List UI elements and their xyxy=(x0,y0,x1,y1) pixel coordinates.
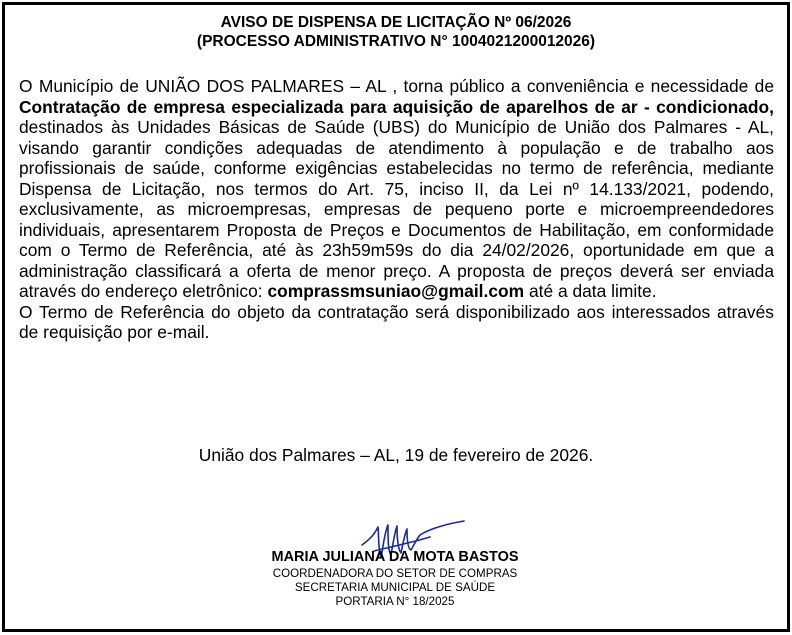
signatory-name: MARIA JULIANA DA MOTA BASTOS xyxy=(271,549,519,565)
paragraph-terms: O Termo de Referência do objeto da contratação será disponibilizado aos interessados através de requisição por e-mail. xyxy=(19,301,774,342)
contract-object: Contratação de empresa especializada para aquisição de aparelhos de ar - condicionado, xyxy=(19,96,774,117)
signatory-ordinance: PORTARIA N° 18/2025 xyxy=(335,595,455,608)
signatory-department: SECRETARIA MUNICIPAL DE SAÚDE xyxy=(294,581,496,594)
paragraph-end: até a data limite. xyxy=(524,281,657,301)
notice-body xyxy=(19,76,774,343)
notice-subtitle: (PROCESSO ADMINISTRATIVO N° 1004021200012026) xyxy=(196,33,596,50)
paragraph-main xyxy=(19,76,774,302)
paragraph-details: destinados às Unidades Básicas de Saúde (UBS) do Município de União dos Palmares - AL, visando garantir condições adequadas de atendimento à população e de trabalho aos profissionais de saúde, conforme exigências estabelecidas no termo de referência, mediante Dispensa de Licitação, nos termos do Art. 75, inciso II, da Lei nº 14.133/2021, podendo, exclusivamente, as microempresas, empresas de pequeno porte e microempreendedores individuais, apresentarem Proposta de Preços e Documentos de Habilitação, em conformidade com o Termo de Referência, até às 23h59m59s do dia 24/02/2026, oportunidade em que a administração classificará a oferta de menor preço. A proposta de preços deverá ser enviada através do endereço eletrônico: xyxy=(19,117,774,301)
contact-email: comprassmsuniao@gmail.com xyxy=(267,281,525,301)
date-line: União dos Palmares – AL, 19 de fevereiro de 2026. xyxy=(198,445,594,465)
notice-frame xyxy=(2,2,790,632)
paragraph-intro: O Município de UNIÃO DOS PALMARES – AL , torna público a conveniência e necessidade de xyxy=(19,76,774,96)
signatory-role: COORDENADORA DO SETOR DE COMPRAS xyxy=(272,567,518,580)
notice-title: AVISO DE DISPENSA DE LICITAÇÃO Nº 06/2026 xyxy=(220,14,572,31)
